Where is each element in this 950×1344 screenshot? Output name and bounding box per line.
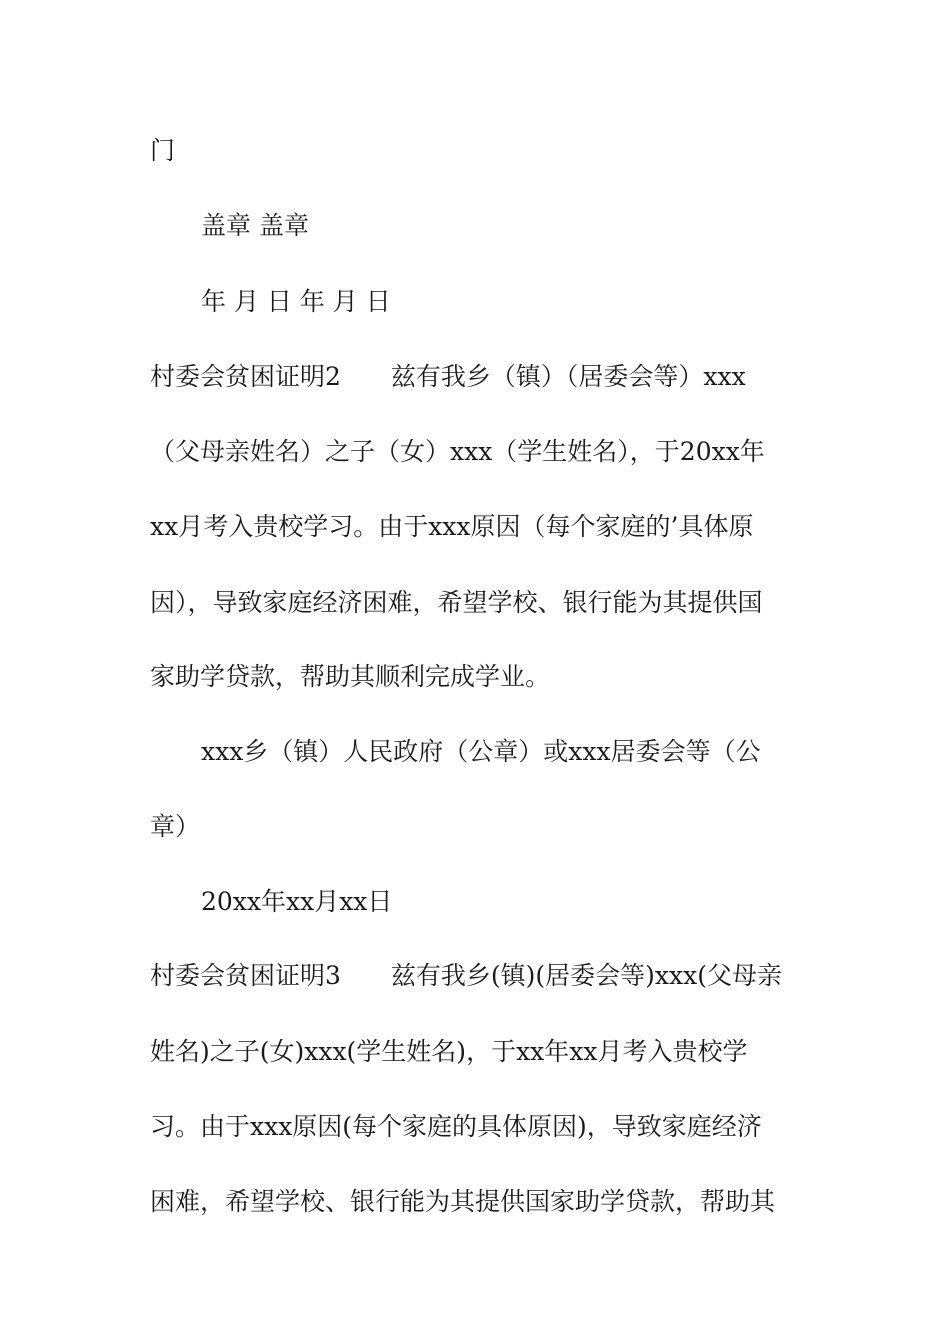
- text-line-certificate-3-heading: 村委会贫困证明3 兹有我乡(镇)(居委会等)xxx(父母亲: [150, 961, 782, 990]
- text-line-date-placeholders: 年 月 日 年 月 日: [201, 287, 391, 316]
- text-line-certificate-3-body-2: 习。由于xxx原因(每个家庭的具体原因)，导致家庭经济: [150, 1112, 762, 1141]
- text-line-certificate-2-heading: 村委会贫困证明2 兹有我乡（镇）（居委会等）xxx: [150, 362, 746, 391]
- text-line-certificate-2-body-1: （父母亲姓名）之子（女）xxx（学生姓名），于20xx年: [150, 437, 765, 466]
- text-line-seals: 盖章 盖章: [201, 211, 309, 240]
- text-line-certificate-3-body-3: 困难，希望学校、银行能为其提供国家助学贷款，帮助其: [150, 1187, 776, 1216]
- text-line-certificate-2-body-3: 因），导致家庭经济困难，希望学校、银行能为其提供国: [150, 588, 763, 617]
- text-line-certificate-2-body-2: xx月考入贵校学习。由于xxx原因（每个家庭的’具体原: [150, 512, 754, 541]
- text-line-government-seal: xxx乡（镇）人民政府（公章）或xxx居委会等（公: [201, 737, 761, 766]
- text-line-government-seal-cont: 章）: [150, 812, 201, 841]
- text-line-certificate-3-body-1: 姓名)之子(女)xxx(学生姓名)，于xx年xx月考入贵校学: [150, 1037, 748, 1066]
- text-line-certificate-2-date: 20xx年xx月xx日: [201, 887, 393, 916]
- text-line-department: 门: [150, 136, 176, 165]
- text-line-certificate-2-body-4: 家助学贷款，帮助其顺利完成学业。: [150, 662, 551, 691]
